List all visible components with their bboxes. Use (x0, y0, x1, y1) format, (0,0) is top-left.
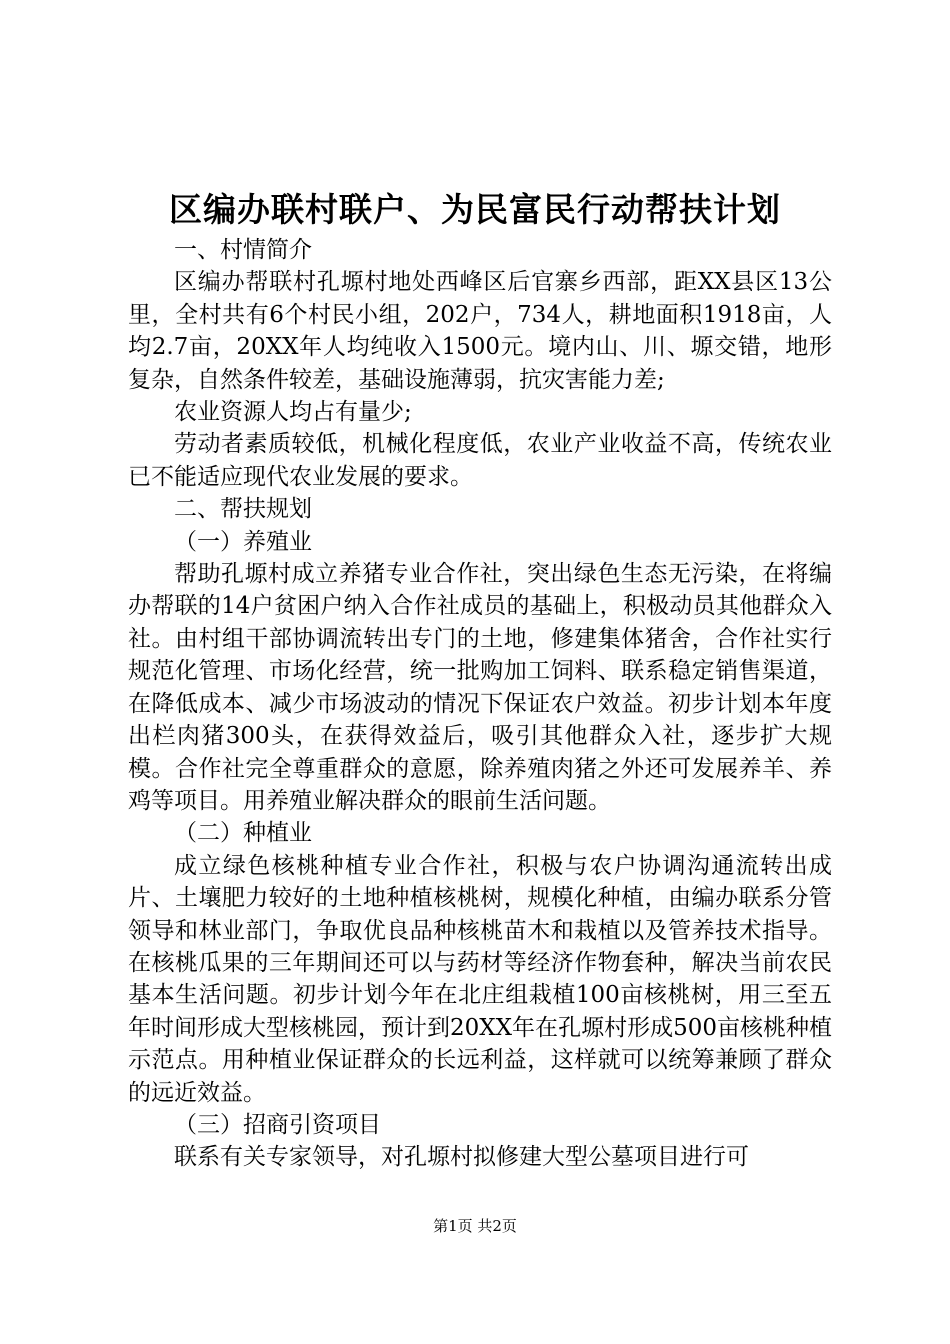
section-heading-village-overview: 一、村情简介 (174, 237, 312, 263)
page-footer: 第1页 共2页 (433, 1217, 517, 1235)
paragraph-village-overview: 区编办帮联村孔塬村地处西峰区后官寨乡西部，距XX县区13公里，全村共有6个村民小组，202户，734人，耕地面积1918亩，人均2.7亩，20XX年人均纯收入1500元。境内山、川、塬交错，地形复杂，自然条件较差，基础设施薄弱，抗灾害能力差; (128, 269, 832, 393)
document-body (128, 234, 832, 1174)
section-heading-assistance-plan: 二、帮扶规划 (174, 496, 312, 523)
paragraph-planting: 成立绿色核桃种植专业合作社，积极与农户协调沟通流转出成片、土壤肥力较好的土地种植核桃树，规模化种植，由编办联系分管领导和林业部门，争取优良品种核桃苗木和栽植以及管养技术指导。在核桃瓜果的三年期间还可以与药材等经济作物套种，解决当前农民基本生活问题。初步计划今年在北庄组栽植100亩核桃树，用三至五年时间形成大型核桃园，预计到20XX年在孔塬村形成500亩核桃种植示范点。用种植业保证群众的长远利益，这样就可以统筹兼顾了群众的远近效益。 (128, 852, 832, 1106)
subheading-planting: （二）种植业 (174, 820, 312, 847)
paragraph-resources: 农业资源人均占有量少; (174, 399, 412, 426)
paragraph-investment: 联系有关专家领导，对孔塬村拟修建大型公墓项目进行可 (174, 1144, 749, 1171)
paragraph-labor: 劳动者素质较低，机械化程度低，农业产业收益不高，传统农业已不能适应现代农业发展的要求。 (128, 431, 832, 490)
paragraph-breeding: 帮助孔塬村成立养猪专业合作社，突出绿色生态无污染，在将编办帮联的14户贫困户纳入合作社成员的基础上，积极动员其他群众入社。由村组干部协调流转出专门的土地，修建集体猪舍，合作社实行规范化管理、市场化经营，统一批购加工饲料、联系稳定销售渠道，在降低成本、减少市场波动的情况下保证农户效益。初步计划本年度出栏肉猪300头，在获得效益后，吸引其他群众入社，逐步扩大规模。合作社完全尊重群众的意愿，除养殖肉猪之外还可发展养羊、养鸡等项目。用养殖业解决群众的眼前生活问题。 (128, 561, 832, 814)
subheading-breeding: （一）养殖业 (174, 528, 312, 555)
subheading-investment: （三）招商引资项目 (174, 1111, 381, 1138)
document-title: 区编办联村联户、为民富民行动帮扶计划 (169, 190, 781, 229)
